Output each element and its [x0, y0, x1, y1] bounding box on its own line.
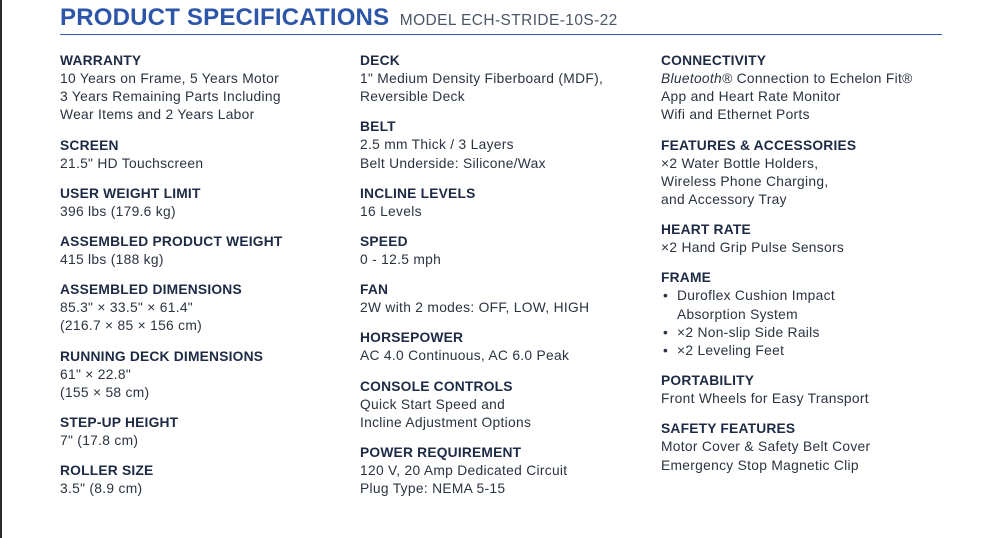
spec-value: ×2 Hand Grip Pulse Sensors [661, 240, 845, 256]
bullet-item [661, 342, 951, 360]
spec-portability [661, 372, 951, 408]
bullet-dot-icon: • [663, 324, 669, 340]
spec-column-2 [360, 52, 650, 510]
spec-label: FEATURES & ACCESSORIES [661, 137, 857, 153]
spec-value [661, 70, 951, 88]
spec-value: App and Heart Rate Monitor [661, 89, 841, 105]
model-number: MODEL ECH-STRIDE-10S-22 [399, 12, 618, 29]
spec-screen [60, 137, 350, 173]
spec-incline-levels [360, 185, 650, 221]
spec-value: and Accessory Tray [661, 192, 787, 208]
spec-value: 396 lbs (179.6 kg) [60, 203, 176, 219]
spec-label: CONSOLE CONTROLS [360, 378, 513, 394]
spec-value: AC 4.0 Continuous, AC 6.0 Peak [360, 348, 570, 364]
spec-column-1 [60, 52, 350, 510]
bullet-text: Duroflex Cushion Impact [677, 288, 835, 304]
spec-safety-features [661, 420, 951, 474]
spec-frame [661, 269, 951, 360]
spec-value: 61" × 22.8" [60, 366, 132, 382]
spec-value: Belt Underside: Silicone/Wax [360, 155, 546, 171]
spec-label: RUNNING DECK DIMENSIONS [60, 348, 264, 364]
bullet-continuation: Absorption System [677, 306, 798, 322]
left-border-rule [0, 0, 2, 538]
spec-value: 16 Levels [360, 203, 422, 219]
spec-column-3 [661, 52, 951, 487]
bullet-item [661, 324, 951, 342]
spec-label: HORSEPOWER [360, 330, 464, 346]
bullet-dot-icon: • [663, 288, 669, 304]
spec-value: (155 × 58 cm) [60, 384, 150, 400]
spec-value: Incline Adjustment Options [360, 414, 532, 430]
spec-value: 3 Years Remaining Parts Including [60, 89, 281, 105]
spec-label: ASSEMBLED DIMENSIONS [60, 282, 242, 298]
spec-roller-size [60, 462, 350, 498]
spec-label: HEART RATE [661, 222, 751, 238]
spec-label: SAFETY FEATURES [661, 421, 796, 437]
bullet-dot-icon: • [663, 343, 669, 359]
spec-value: 10 Years on Frame, 5 Years Motor [60, 71, 279, 86]
spec-value: 0 - 12.5 mph [360, 252, 442, 268]
spec-value: Motor Cover & Safety Belt Cover [661, 439, 871, 455]
spec-value: Plug Type: NEMA 5-15 [360, 481, 506, 497]
spec-value: ×2 Water Bottle Holders, [661, 155, 819, 171]
spec-label: INCLINE LEVELS [360, 185, 476, 201]
spec-connectivity [661, 52, 951, 125]
spec-label: POWER REQUIREMENT [360, 445, 522, 461]
spec-label: ROLLER SIZE [60, 463, 154, 479]
spec-assembled-dimensions [60, 281, 350, 335]
spec-power-requirement [360, 444, 650, 498]
spec-value: Wifi and Ethernet Ports [661, 107, 810, 123]
spec-label: SPEED [360, 234, 408, 250]
spec-value: 1" Medium Density Fiberboard (MDF), [360, 71, 604, 86]
spec-heart-rate [661, 221, 951, 257]
spec-label: USER WEIGHT LIMIT [60, 185, 201, 201]
bullet-text: ×2 Leveling Feet [677, 343, 785, 359]
spec-speed [360, 233, 650, 269]
spec-label: BELT [360, 119, 396, 135]
spec-warranty [60, 52, 350, 125]
spec-value: Front Wheels for Easy Transport [661, 391, 869, 407]
spec-value: Emergency Stop Magnetic Clip [661, 457, 859, 473]
spec-label: CONNECTIVITY [661, 53, 767, 68]
spec-value: Reversible Deck [360, 89, 465, 105]
spec-value: 85.3" × 33.5" × 61.4" [60, 300, 193, 316]
spec-label: SCREEN [60, 137, 119, 153]
spec-label: PORTABILITY [661, 373, 755, 389]
spec-features-accessories [661, 137, 951, 210]
spec-horsepower [360, 329, 650, 365]
spec-label: STEP-UP HEIGHT [60, 415, 179, 431]
spec-belt [360, 118, 650, 172]
page-title: PRODUCT SPECIFICATIONS [60, 4, 390, 31]
spec-value: 2.5 mm Thick / 3 Layers [360, 137, 514, 153]
spec-assembled-weight [60, 233, 350, 269]
spec-console-controls [360, 378, 650, 432]
spec-step-up-height [60, 414, 350, 450]
spec-deck [360, 52, 650, 106]
spec-value: Wireless Phone Charging, [661, 173, 829, 189]
spec-user-weight-limit [60, 185, 350, 221]
spec-value: 120 V, 20 Amp Dedicated Circuit [360, 463, 568, 479]
spec-value: 21.5" HD Touchscreen [60, 155, 204, 171]
spec-value-text: Connection to Echelon Fit® [732, 71, 913, 86]
spec-label: DECK [360, 53, 400, 68]
spec-header [60, 4, 942, 35]
bullet-text: ×2 Non-slip Side Rails [677, 324, 820, 340]
spec-running-deck-dimensions [60, 348, 350, 402]
spec-value: 7" (17.8 cm) [60, 433, 139, 449]
spec-value: 3.5" (8.9 cm) [60, 481, 143, 497]
spec-value: 415 lbs (188 kg) [60, 252, 164, 268]
spec-value: 2W with 2 modes: OFF, LOW, HIGH [360, 300, 590, 316]
bullet-item [661, 287, 951, 305]
spec-fan [360, 281, 650, 317]
spec-value: Wear Items and 2 Years Labor [60, 107, 255, 123]
spec-label: FRAME [661, 270, 712, 286]
spec-label: FAN [360, 282, 389, 298]
spec-label: ASSEMBLED PRODUCT WEIGHT [60, 234, 283, 250]
spec-value: (216.7 × 85 × 156 cm) [60, 318, 203, 334]
spec-label: WARRANTY [60, 53, 142, 68]
spec-value: Quick Start Speed and [360, 396, 506, 412]
bluetooth-text: Bluetooth® [661, 71, 733, 86]
